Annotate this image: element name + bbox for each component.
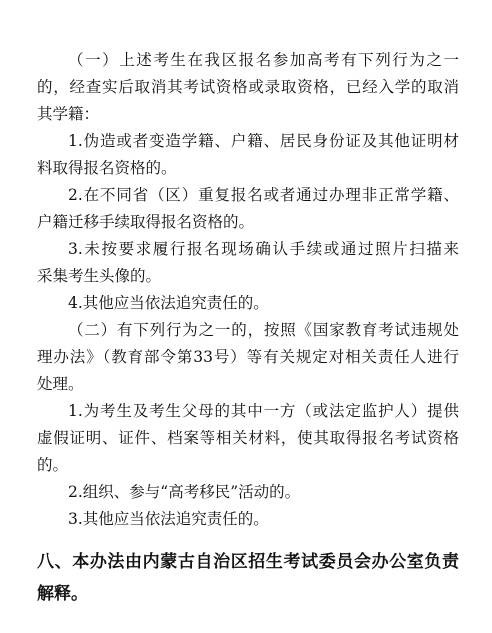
text-line: （一）上述考生在我区报名参加高考有下列行为之一	[68, 51, 459, 69]
section-heading-continued: 解释。	[37, 584, 88, 604]
text-line: 的。	[37, 456, 69, 474]
text-line: 虚假证明、证件、档案等相关材料，使其取得报名考试资格	[37, 429, 459, 447]
text-line: 采集考生头像的。	[37, 267, 162, 285]
text-line: 理办法》（教育部令第33号）等有关规定对相关责任人进行	[37, 348, 459, 366]
text-line: 料取得报名资格的。	[37, 159, 177, 177]
text-line: 其学籍：	[37, 105, 100, 123]
text-line: 户籍迁移手续取得报名资格的。	[37, 213, 255, 231]
text-line: 1.为考生及考生父母的其中一方（或法定监护人）提供	[68, 402, 459, 420]
text-line: 4.其他应当依法追究责任的。	[68, 294, 269, 312]
text-line: 2.组织、参与“高考移民”活动的。	[68, 483, 301, 501]
text-line: 3.未按要求履行报名现场确认手续或通过照片扫描来	[68, 240, 459, 258]
text-line: 处理。	[37, 375, 84, 393]
text-line: 3.其他应当依法追究责任的。	[68, 510, 269, 528]
section-heading: 八、本办法由内蒙古自治区招生考试委员会办公室负责	[37, 552, 459, 572]
text-line: （二）有下列行为之一的，按照《国家教育考试违规处	[68, 321, 459, 339]
text-line: 1.伪造或者变造学籍、户籍、居民身份证及其他证明材	[68, 132, 459, 150]
text-line: 的，经查实后取消其考试资格或录取资格，已经入学的取消	[37, 78, 459, 96]
text-line: 2.在不同省（区）重复报名或者通过办理非正常学籍、	[68, 186, 459, 204]
